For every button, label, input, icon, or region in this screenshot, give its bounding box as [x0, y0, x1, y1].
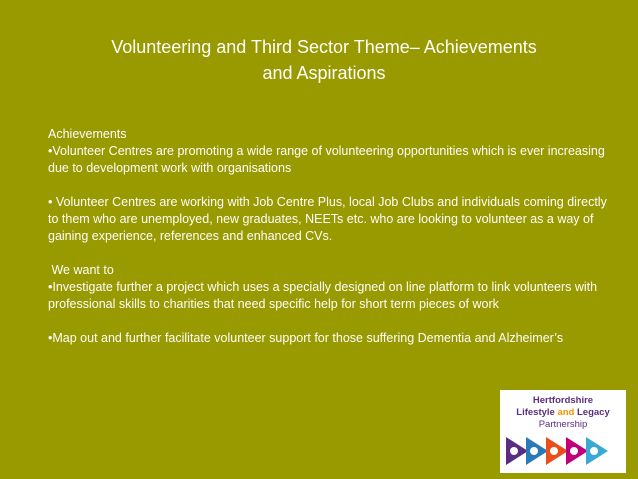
logo-apple-icon: [550, 447, 558, 455]
spacer: [48, 313, 618, 330]
bullet-item: •Investigate further a project which uses a specially designed on line platform to link volunteers with professional skills to charities that need specific help for short term pieces of work: [48, 280, 598, 311]
slide-body: [48, 126, 618, 347]
bullet-item: •Map out and further facilitate volunteer support for those suffering Dementia and Alzheimer’s: [48, 331, 564, 345]
logo-arrows-icon: [506, 433, 620, 469]
slide-title-line2: and Aspirations: [262, 63, 386, 83]
logo-person-icon: [530, 447, 538, 455]
logo-word-lifestyle: Lifestyle: [516, 407, 558, 418]
partnership-logo: [500, 390, 626, 473]
achievements-heading: Achievements: [48, 127, 127, 141]
spacer: [48, 177, 618, 194]
logo-swirl-icon: [590, 447, 598, 455]
want-heading: We want to: [48, 263, 114, 277]
slide-title: [40, 34, 608, 86]
logo-word-and: and: [557, 407, 575, 418]
logo-star-icon: [510, 447, 518, 455]
bullet-item: •Volunteer Centres are promoting a wide range of volunteering opportunities which is ever increasing due to development work with organisations: [48, 144, 605, 175]
logo-line2: [500, 407, 626, 418]
bullet-item: • Volunteer Centres are working with Job Centre Plus, local Job Clubs and individuals coming directly to them who are unemployed, new graduates, NEETs etc. who are looking to volunteer as a way of gaining experience, references and enhanced CVs.: [48, 195, 607, 243]
logo-word-legacy: Legacy: [574, 407, 610, 418]
logo-line1: Hertfordshire: [532, 395, 594, 406]
logo-line3: Partnership: [538, 419, 588, 430]
spacer: [48, 245, 618, 262]
logo-face-icon: [570, 447, 578, 455]
slide-title-line1: Volunteering and Third Sector Theme– Achievements: [111, 37, 537, 57]
